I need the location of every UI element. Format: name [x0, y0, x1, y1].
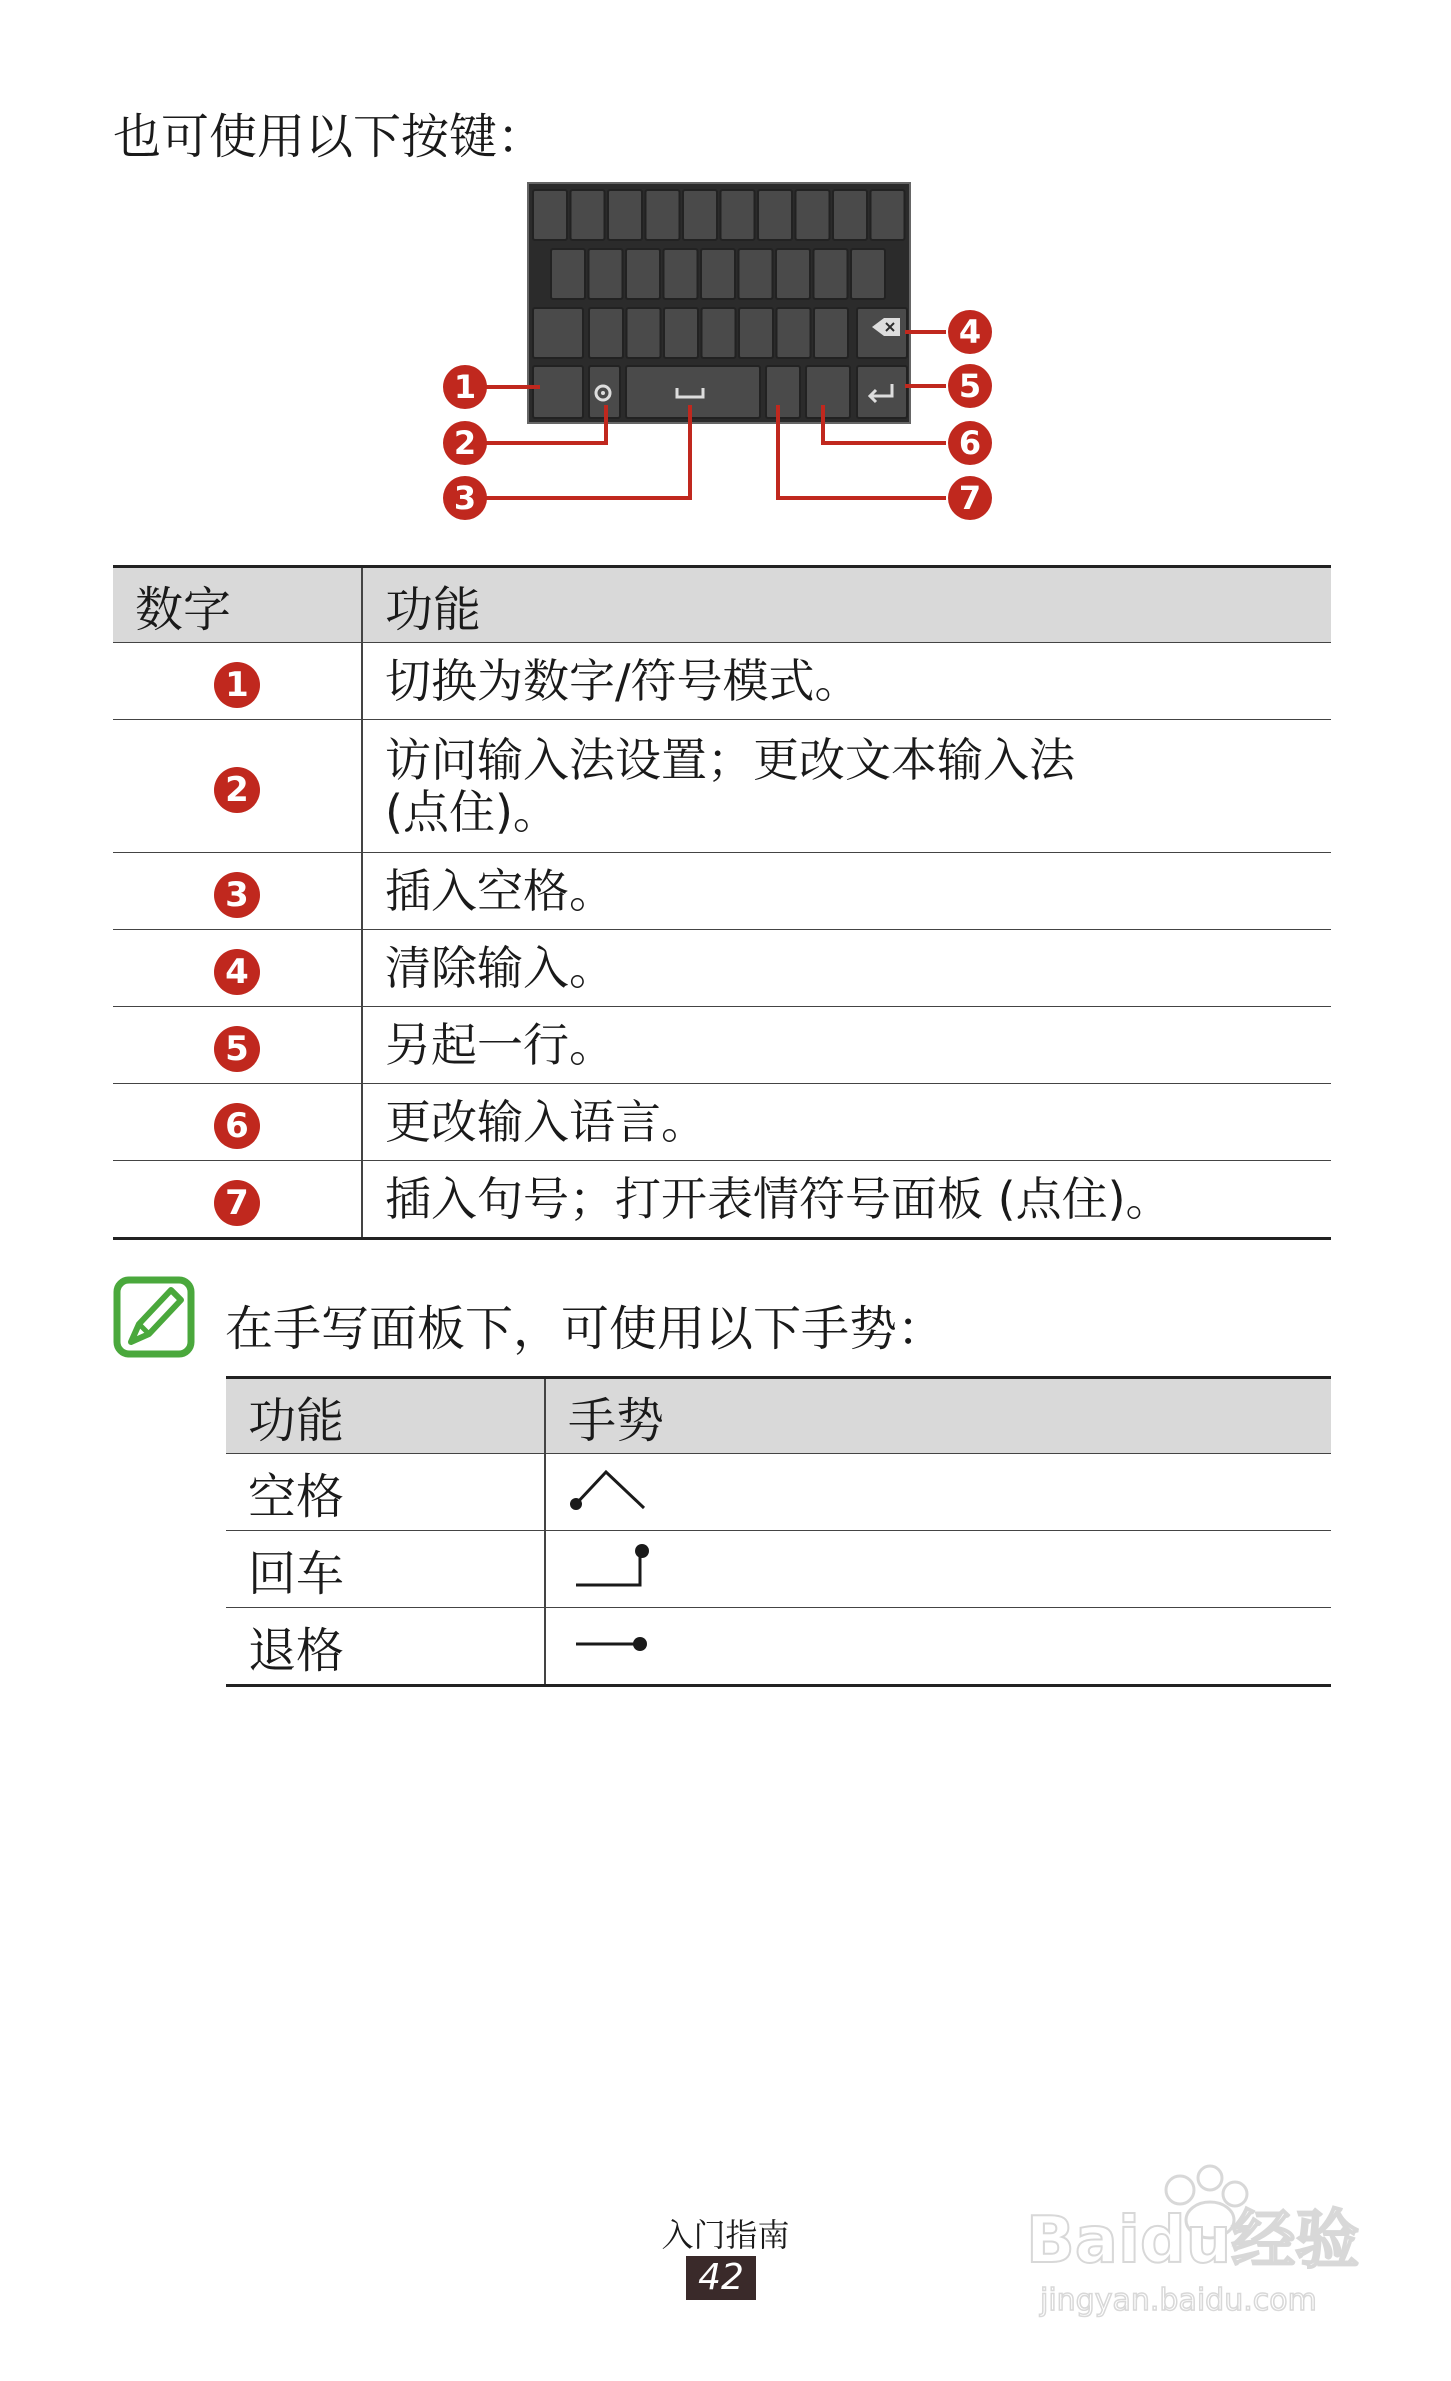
keyboard-key [626, 366, 760, 418]
keyboard-key [851, 249, 885, 299]
table-row [226, 1454, 1331, 1531]
function-text-line2: (点住)。 [385, 785, 559, 839]
keyboard-key [758, 190, 792, 240]
keyboard-key [796, 190, 830, 240]
callout-number: 3 [453, 479, 477, 517]
baidu-watermark-logo [1020, 2150, 1360, 2320]
function-text [362, 720, 1331, 853]
keyboard-key [533, 308, 583, 358]
keyboard-key [626, 249, 660, 299]
keyboard-key [571, 190, 605, 240]
keyboard-key [766, 366, 800, 418]
note-pencil-icon [113, 1276, 195, 1358]
function-text: 清除输入。 [362, 930, 1331, 1007]
function-text: 插入句号；打开表情符号面板 (点住)。 [362, 1161, 1331, 1239]
gesture-table [226, 1376, 1331, 1687]
keyboard-key [551, 249, 585, 299]
number-badge: 2 [214, 767, 260, 813]
keyboard-key [814, 249, 848, 299]
callout-number: 7 [958, 479, 982, 517]
table-row [113, 930, 1331, 1007]
header-function: 功能 [226, 1378, 545, 1454]
number-badge: 6 [214, 1103, 260, 1149]
backspace-gesture-icon [568, 1610, 658, 1670]
function-text: 插入空格。 [362, 853, 1331, 930]
keyboard-key [533, 190, 567, 240]
keyboard-key [739, 249, 773, 299]
table-row [113, 853, 1331, 930]
header-gesture: 手势 [545, 1378, 1331, 1454]
keyboard-key [608, 190, 642, 240]
function-text: 切换为数字/符号模式。 [362, 643, 1331, 720]
keyboard-key [871, 190, 905, 240]
gesture-function: 退格 [226, 1608, 545, 1686]
number-badge: 1 [214, 662, 260, 708]
keyboard-key [857, 366, 907, 418]
keyboard-key [701, 249, 735, 299]
callout-number: 1 [453, 368, 477, 406]
intro-text: 也可使用以下按键： [113, 109, 546, 165]
number-badge: 4 [214, 949, 260, 995]
keyboard-illustration [0, 0, 1451, 560]
number-badge: 5 [214, 1026, 260, 1072]
header-number: 数字 [113, 567, 362, 643]
callout-number: 5 [958, 367, 982, 405]
keyboard-key [702, 308, 736, 358]
keyboard-key [777, 308, 811, 358]
keyboard-key [533, 366, 583, 418]
keyboard-key [646, 190, 680, 240]
enter-gesture-icon [568, 1533, 658, 1593]
page-number: 42 [686, 2256, 756, 2300]
keyboard-key [589, 249, 623, 299]
header-function: 功能 [362, 567, 1331, 643]
keyboard-key [833, 190, 867, 240]
table-row [113, 1161, 1331, 1239]
keyboard-key [664, 308, 698, 358]
svg-text:jingyan.baidu.com: jingyan.baidu.com [1040, 2283, 1317, 2318]
number-badge: 3 [214, 872, 260, 918]
keyboard-key [739, 308, 773, 358]
keyboard-key [776, 249, 810, 299]
gesture-function: 空格 [226, 1454, 545, 1531]
svg-text:Baidu经验: Baidu经验 [1026, 2204, 1360, 2278]
table-row [113, 1007, 1331, 1084]
keyboard-key [683, 190, 717, 240]
keyboard-key [814, 308, 848, 358]
table-row [226, 1531, 1331, 1608]
section-label: 入门指南 [661, 2216, 790, 2254]
callout-number: 2 [453, 424, 477, 462]
gesture-function: 回车 [226, 1531, 545, 1608]
function-text: 另起一行。 [362, 1007, 1331, 1084]
caret-gesture-icon [568, 1456, 658, 1516]
note-text: 在手写面板下，可使用以下手势： [225, 1301, 946, 1357]
table-row [113, 643, 1331, 720]
keyboard-key [721, 190, 755, 240]
table-row [226, 1608, 1331, 1686]
key-function-table [113, 565, 1331, 1240]
callout-number: 6 [958, 424, 982, 462]
function-text: 更改输入语言。 [362, 1084, 1331, 1161]
keyboard-key [806, 366, 850, 418]
callout-number: 4 [958, 313, 982, 351]
keyboard-key [664, 249, 698, 299]
keyboard-key [589, 308, 623, 358]
keyboard-key [627, 308, 661, 358]
table-row [113, 720, 1331, 853]
number-badge: 7 [214, 1180, 260, 1226]
function-text-line1: 访问输入法设置；更改文本输入法 [385, 733, 1075, 787]
table-row [113, 1084, 1331, 1161]
